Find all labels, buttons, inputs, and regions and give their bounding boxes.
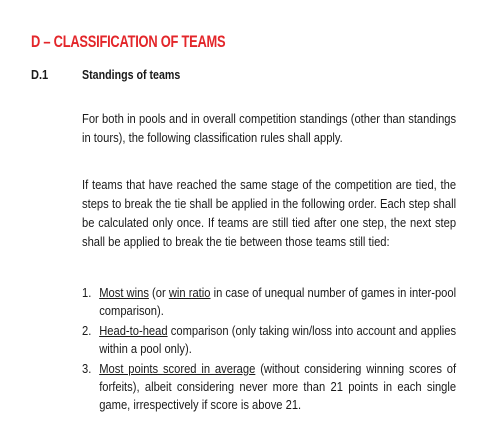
rule-text <box>99 284 456 320</box>
rule-term: Most wins <box>99 285 149 300</box>
tie-break-rules-list <box>82 284 456 416</box>
subsection-number: D.1 <box>31 67 49 82</box>
rule-text-part: in case of unequal number of games in inter-pool comparison). <box>99 285 457 318</box>
section-title: D – CLASSIFICATION OF TEAMS <box>31 33 226 51</box>
rule-item <box>82 322 456 358</box>
paragraph-intro: For both in pools and in overall competition standings (other than standings in tours), the following classification rules shall apply. <box>82 111 457 145</box>
rule-text-part: (without considering winning scores of forfeits), albeit considering never more than 21 points in each single game, irrespectively if score is above 21. <box>99 361 457 412</box>
paragraph-tie-rules: If teams that have reached the same stage of the competition are tied, the steps to break the tie shall be applied in the following order. Each step shall be calculated only once. If teams are still tied after one step, the next step shall be applied to break the tie between those teams still tied: <box>82 177 457 249</box>
rule-term: win ratio <box>168 285 211 300</box>
rule-term: Most points scored in average <box>99 361 256 376</box>
rule-item <box>82 284 456 320</box>
rule-number: 3. <box>82 361 92 376</box>
rule-text <box>99 322 456 358</box>
rule-text <box>99 360 456 414</box>
rule-number: 2. <box>82 323 92 338</box>
rule-text-part: (or <box>148 285 169 300</box>
subsection-title: Standings of teams <box>82 67 181 82</box>
rule-term: Head-to-head <box>99 323 168 338</box>
rule-item <box>82 360 456 414</box>
rule-text-part: comparison (only taking win/loss into account and applies within a pool only). <box>99 323 457 356</box>
rule-number: 1. <box>82 285 92 300</box>
